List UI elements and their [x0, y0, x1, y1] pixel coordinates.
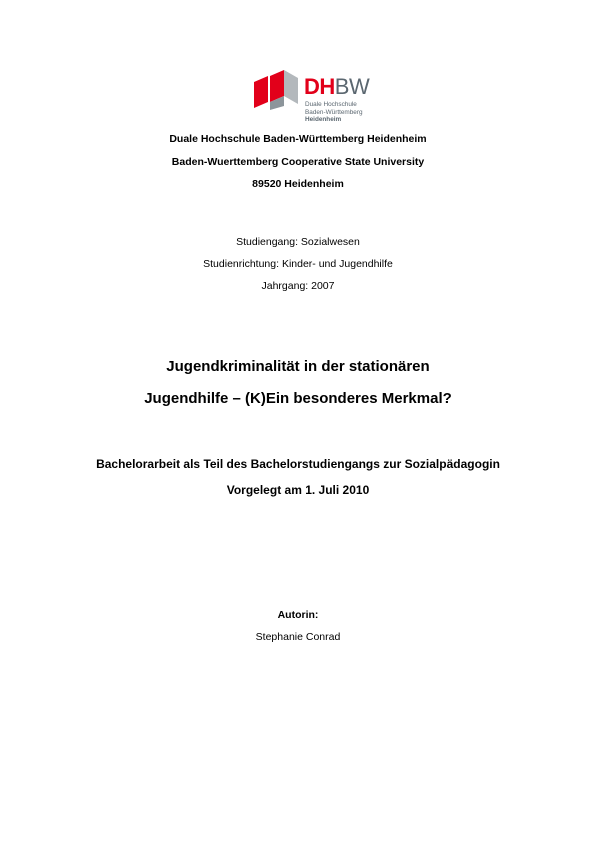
- institution-line1: Duale Hochschule Baden-Württemberg Heidenheim: [169, 133, 427, 145]
- logo-sub-line3: Heidenheim: [305, 116, 342, 124]
- thesis-title-line2: Jugendhilfe – (K)Ein besonderes Merkmal?: [144, 390, 452, 407]
- dhbw-logo: [254, 68, 384, 124]
- logo-sub-line2: Baden-Württemberg: [305, 108, 363, 116]
- wordmark-dh: DH: [304, 74, 335, 99]
- studiengang: Studiengang: Sozialwesen: [236, 236, 360, 248]
- thesis-type: Bachelorarbeit als Teil des Bachelorstudiengangs zur Sozialpädagogin: [96, 457, 500, 471]
- institution-line3: 89520 Heidenheim: [252, 178, 344, 190]
- author-name: Stephanie Conrad: [255, 631, 341, 643]
- jahrgang: Jahrgang: 2007: [261, 280, 335, 292]
- submission-date: Vorgelegt am 1. Juli 2010: [226, 483, 370, 497]
- dhbw-wordmark: [304, 76, 369, 98]
- dhbw-logo-mark-icon: [254, 68, 298, 110]
- logo-subtitle: [305, 101, 363, 124]
- studienrichtung: Studienrichtung: Kinder- und Jugendhilfe: [203, 258, 393, 270]
- wordmark-bw: BW: [334, 74, 370, 99]
- thesis-title-line1: Jugendkriminalität in der stationären: [166, 358, 430, 375]
- institution-line2: Baden-Wuerttemberg Cooperative State University: [171, 156, 425, 168]
- logo-sub-line1: Duale Hochschule: [305, 101, 357, 108]
- author-label: Autorin:: [277, 609, 319, 621]
